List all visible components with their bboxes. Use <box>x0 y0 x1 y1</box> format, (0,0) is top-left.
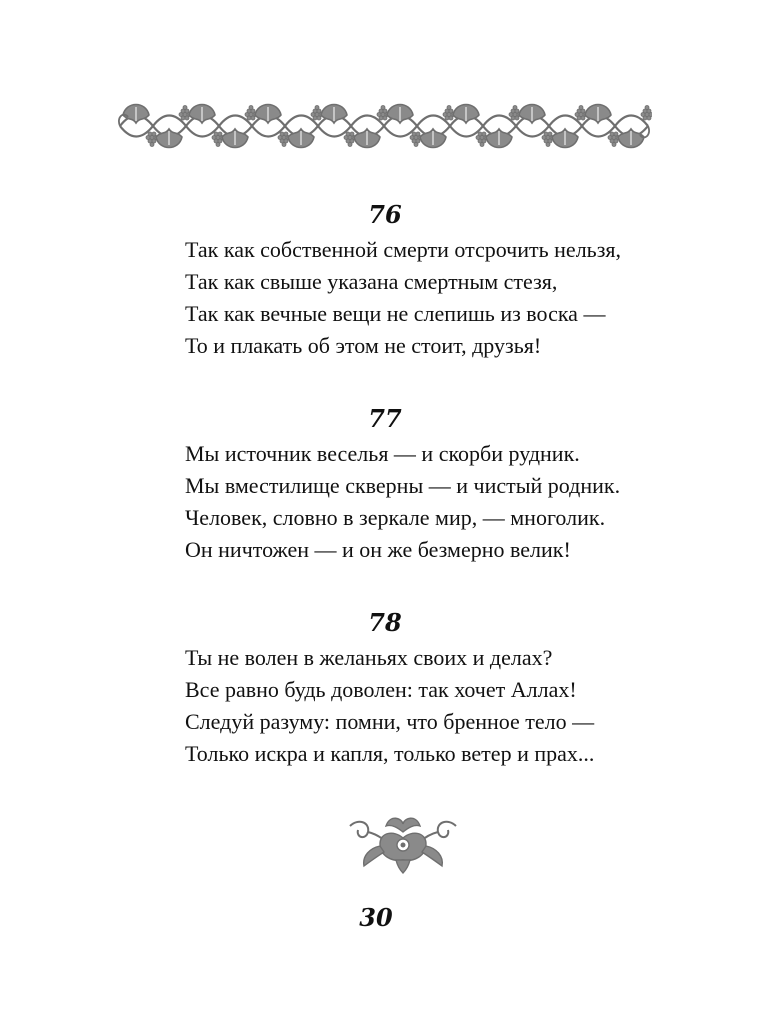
stanza-number: 77 <box>368 404 402 433</box>
stanza-78 <box>185 608 705 770</box>
verse-line: Только искра и капля, только ветер и прах... <box>185 741 595 766</box>
verse-line: Он ничтожен — и он же безмерно велик! <box>185 537 571 562</box>
verse-line: Так как вечные вещи не слепишь из воска — <box>185 301 606 326</box>
stanza-76 <box>185 200 705 362</box>
verse-line: Так как свыше указана смертным стезя, <box>185 269 558 294</box>
verse-line: Так как собственной смерти отсрочить нельзя, <box>185 237 622 262</box>
verse-line: Мы источник веселья — и скорби рудник. <box>185 441 580 466</box>
page-number: 30 <box>359 903 393 932</box>
verse-line: Ты не волен в желаньях своих и делах? <box>185 645 553 670</box>
verse-line: Следуй разуму: помни, что бренное тело — <box>185 709 595 734</box>
stanza-number: 76 <box>368 200 402 229</box>
verse-line: То и плакать об этом не стоит, друзья! <box>185 333 542 358</box>
stanza-77 <box>185 404 705 566</box>
grapevine-border-icon <box>116 95 652 157</box>
stanza-number: 78 <box>368 608 402 637</box>
verse-line: Все равно будь доволен: так хочет Аллах! <box>185 677 577 702</box>
verse-line: Человек, словно в зеркале мир, — многолик. <box>185 505 606 530</box>
floral-ornament-icon <box>344 812 462 874</box>
verse-line: Мы вместилище скверны — и чистый родник. <box>185 473 621 498</box>
